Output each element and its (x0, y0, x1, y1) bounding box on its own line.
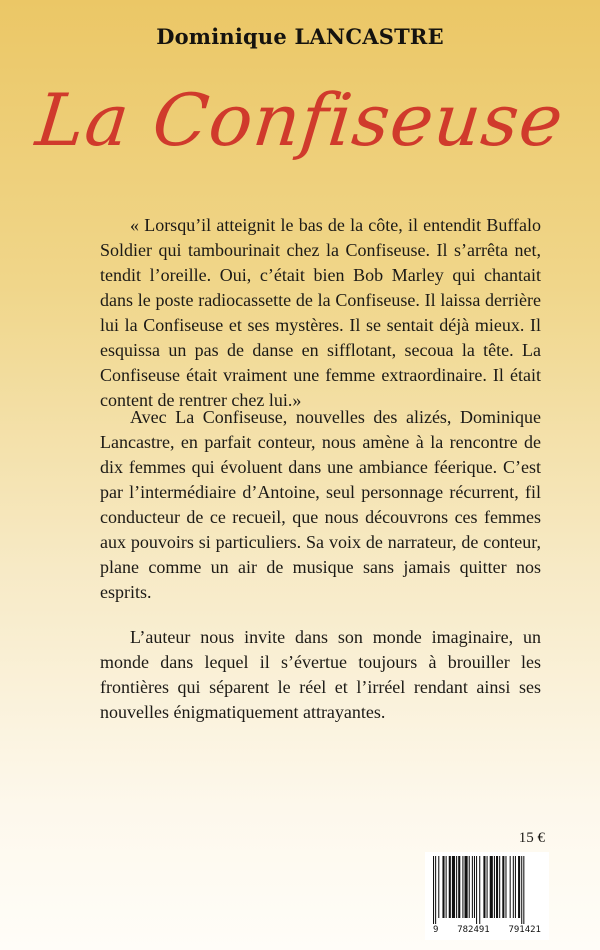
isbn-barcode (425, 852, 549, 940)
quote-text: « Lorsqu’il atteignit le bas de la côte, il entendit Buffalo Soldier qui tambourinait chez la Confiseuse. Il s’arrêta net, tendit l’oreille. Oui, c’était bien Bob Marley qui chantait dans le poste radiocassette de la Confiseuse. Il laissa derrière lui la Confiseuse et ses mystères. Il se sentait déjà mieux. Il esquissa un pas de danse en sifflotant, secoua la tête. La Confiseuse était vraiment une femme extraordinaire. Il était content de rentrer chez lui.» (100, 215, 541, 410)
book-title: La Confiseuse (32, 78, 568, 162)
barcode-digits-right: 791421 (508, 925, 541, 935)
barcode-digits-left: 782491 (457, 925, 490, 935)
summary-text: Avec La Confiseuse, nouvelles des alizés, Dominique Lancastre, en parfait conteur, nous amène à la rencontre de dix femmes qui évoluent dans une ambiance féerique. C’est par l’intermédiaire d’Antoine, seul personnage récurrent, fil conducteur de ce recueil, que nous découvrons ces femmes aux pouvoirs si particuliers. Sa voix de narrateur, de conteur, plane comme un air de musique sans jamais quitter nos esprits. (100, 407, 541, 602)
author-text: L’auteur nous invite dans son monde imaginaire, un monde dans lequel il s’évertue toujours à brouiller les frontières qui séparent le réel et l’irréel rendant ainsi ses nouvelles énigmatiquement attrayantes. (100, 627, 541, 722)
author-paragraph (100, 625, 541, 725)
price-label: 15 € (518, 830, 545, 846)
author-name: Dominique LANCASTRE (156, 24, 444, 49)
barcode-digits (431, 925, 543, 935)
barcode-digit-first: 9 (433, 925, 439, 935)
barcode-bars (431, 856, 543, 924)
excerpt-quote (100, 213, 541, 413)
summary-paragraph (100, 405, 541, 605)
